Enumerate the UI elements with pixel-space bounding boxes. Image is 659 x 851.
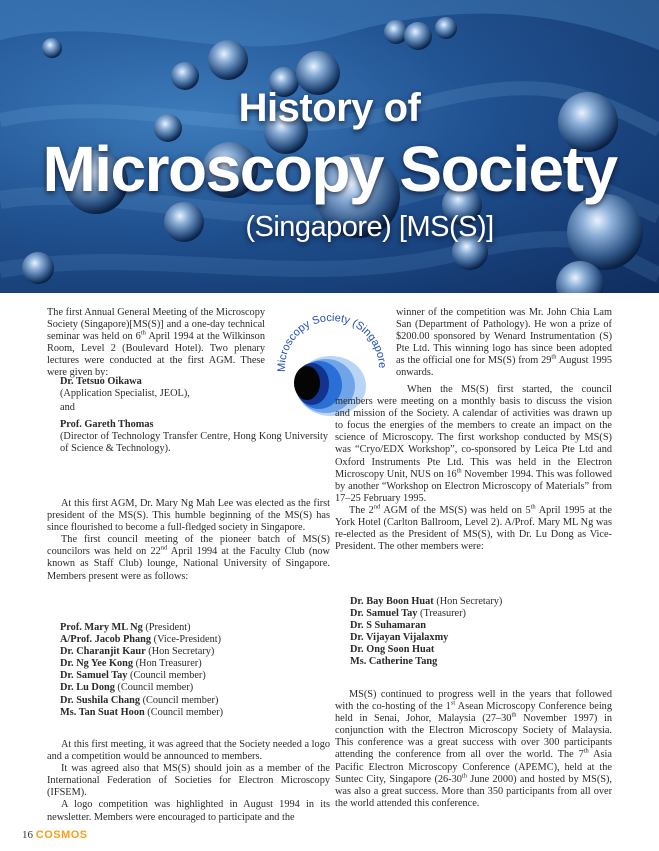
speaker-1-name: Dr. Tetsuo Oikawa <box>60 376 142 387</box>
member-row: Dr. Vijayan Vijalaxmy <box>350 632 449 644</box>
logo-needed-paragraph: At this first meeting, it was agreed that the Society needed a logo and a competition would be announced to members. <box>47 739 330 763</box>
intro-paragraph: The first Annual General Meeting of the Microscopy Society (Singapore)[MS(S)] and a one-day technical seminar was held on 6th April 1994 at the Wilkinson Room, Level 2 (Boulevard Hotel). Two plenary lectures were conducted at the first AGM. These were given by: <box>47 307 265 379</box>
first-president-paragraph: At this first AGM, Dr. Mary Ng Mah Lee was elected as the first president of the MS(S). This humble beginning of the MS(S) has since flourished to become a full-fledged society in Singapore. <box>47 498 330 534</box>
member-row: Dr. Samuel Tay (Council member) <box>60 670 206 682</box>
speaker-2-name: Prof. Gareth Thomas <box>60 419 154 431</box>
right-body-2 <box>335 384 612 553</box>
member-row: A/Prof. Jacob Phang (Vice-President) <box>60 634 222 646</box>
intro-paragraph-wrapper <box>47 307 265 380</box>
workshops-paragraph: When the MS(S) first started, the council members were meeting on a monthly basis to discuss the vision and mission of the Society. A calendar of activities was drawn up to focus the energies of the members to create an impact on the science of Microscopy. The first workshop conducted by MS(S) was “Cryo/EDX Workshop”, co-sponsored by Leica Pte Ltd and Oxford Instruments Pte Ltd. This was held in the Electron Microscopy Unit, NUS on 16th November 1994. This was followed by another “Workshop on Electron Microscopy of Materials” from 17–25 February 1995. <box>335 384 612 504</box>
member-row: Dr. Sushila Chang (Council member) <box>60 694 219 706</box>
member-row: Dr. Charanjit Kaur (Hon Secretary) <box>60 646 215 658</box>
member-row: Ms. Catherine Tang <box>350 656 438 668</box>
speakers-block <box>60 376 328 456</box>
competition-winner-paragraph: winner of the competition was Mr. John Chia Lam San (Department of Pathology). He won a prize of $200.00 sponsored by Wenard Instrumentation (S) Pte Ltd. This winning logo has since been adopted as the official one for MS(S) from 29th August 1995 onwards. <box>396 307 612 379</box>
member-row: Dr. Bay Boon Huat (Hon Secretary) <box>350 596 503 607</box>
header-banner <box>0 0 659 293</box>
left-body-1 <box>47 498 330 583</box>
right-body-1 <box>396 307 612 380</box>
right-body-3 <box>335 689 612 810</box>
member-row: Prof. Mary ML Ng (President) <box>60 622 191 633</box>
first-council-paragraph: The first council meeting of the pioneer batch of MS(S) councilors was held on 22nd April 1994 at the Faculty Club (now known as Staff Club) lounge, National University of Singapore. Members present were as follows: <box>47 534 330 582</box>
title-line-2: Microscopy Society <box>42 133 617 205</box>
left-body-2 <box>47 739 330 824</box>
member-row: Dr. S Suhamaran <box>350 620 427 632</box>
second-agm-paragraph: The 2nd AGM of the MS(S) was held on 5th April 1995 at the York Hotel (Carlton Ballroom, Level 2). A/Prof. Mary ML Ng was re-elected as the President of MS(S), with Dr. Lu Dong as Vice-President. The other members were: <box>335 503 612 553</box>
speaker-2-role: (Director of Technology Transfer Centre, Hong Kong University of Science & Technology). <box>60 431 328 455</box>
logo-competition-paragraph: A logo competition was highlighted in August 1994 in its newsletter. Members were encouraged to participate and the <box>47 799 330 823</box>
member-row: Dr. Lu Dong (Council member) <box>60 682 194 694</box>
second-council-list <box>350 596 610 669</box>
member-row: Dr. Samuel Tay (Treasurer) <box>350 608 466 620</box>
magazine-brand: COSMOS <box>35 829 88 841</box>
ifsem-paragraph: It was agreed also that MS(S) should join as a member of the International Federation of Societies for Electron Microscopy (IFSEM). <box>47 763 330 799</box>
pioneer-members-list <box>60 622 328 719</box>
title-line-1: History of <box>238 86 421 130</box>
logo-text: Microscopy Society (Singapore <box>275 311 389 373</box>
conferences-paragraph: MS(S) continued to progress well in the years that followed with the co-hosting of the 1st Asean Microscopy Conference being held in Senai, Johor, Malaysia (27–30th November 1997) in conjunction with the Electron Microscopy Society of Malaysia. This conference was a great success with over 300 participants attending the conference from all over the world. The 7th Asia Pacific Electron Microscopy Conference (APEMC), held at the Suntec City, Singapore (26-30th June 2000) and hosted by MS(S), was also a great success. More than 350 participants from all over the world attended this conference. <box>335 689 613 809</box>
and-text: and <box>60 402 75 414</box>
page-number: 16 <box>22 829 33 841</box>
member-row: Ms. Tan Suat Hoon (Council member) <box>60 706 224 718</box>
page-footer <box>22 829 88 841</box>
speaker-1-role: (Application Specialist, JEOL), <box>60 388 190 400</box>
title-line-3: (Singapore) [MS(S)] <box>245 211 494 243</box>
member-row: Dr. Ng Yee Kong (Hon Treasurer) <box>60 658 202 670</box>
member-row: Dr. Ong Soon Huat <box>350 644 435 656</box>
